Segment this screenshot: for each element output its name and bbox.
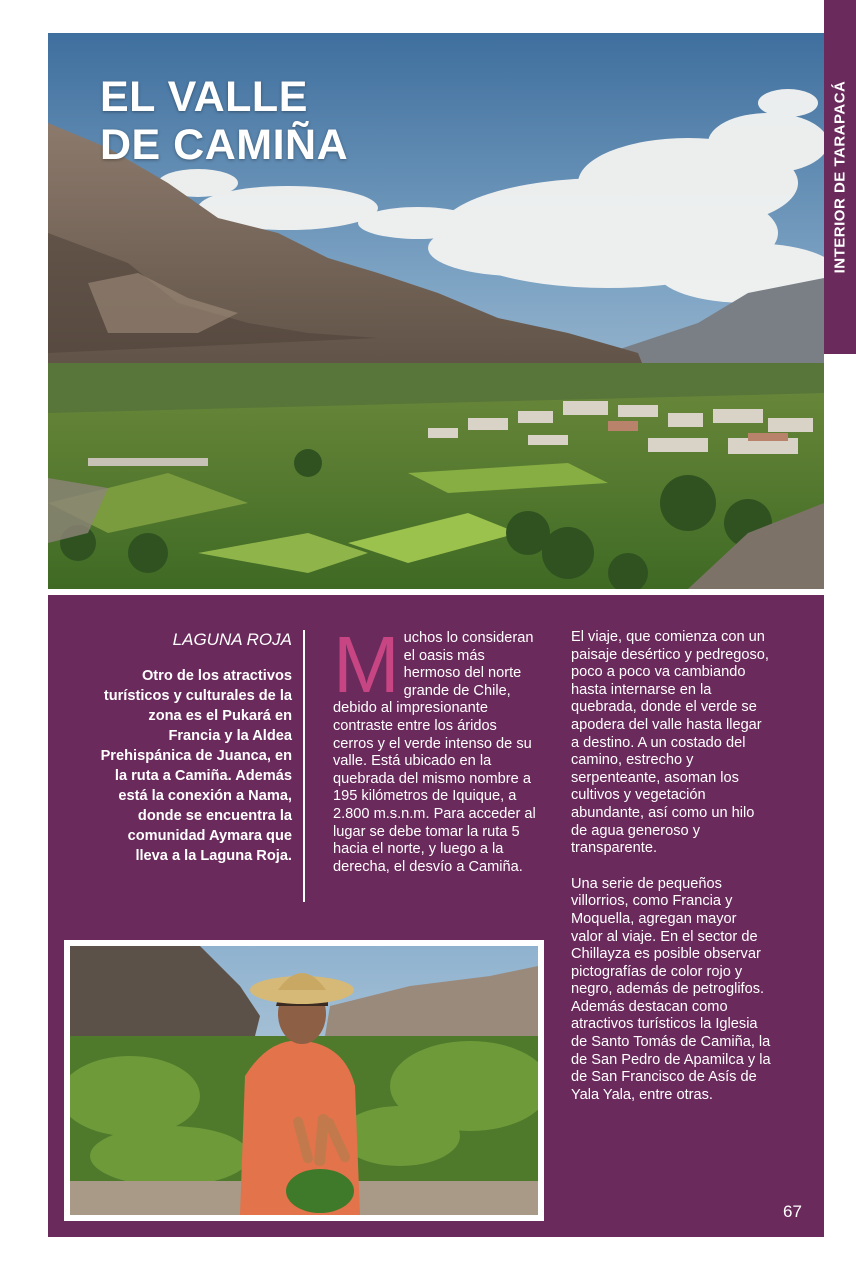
column-divider xyxy=(303,630,305,902)
title-line-2: DE CAMIÑA xyxy=(100,121,349,169)
hero-photo xyxy=(48,33,824,589)
section-tab-label: INTERIOR DE TARAPACÁ xyxy=(831,80,849,274)
article-paragraph-2: El viaje, que comienza con un paisaje desértico y pedregoso, poco a poco va cambiando hasta internarse en la quebrada, donde el verde se apodera del valle hasta llegar a destino. A un costado del camino, estrecho y serpenteante, asoman los cultivos y vegetación abundante, así como un hilo de agua generoso y transparente. xyxy=(571,629,769,857)
section-tab xyxy=(824,0,856,354)
guide-label-regular: de Tarapacá xyxy=(830,1080,844,1151)
farmer-woman-image xyxy=(70,946,538,1215)
sidebar-heading: LAGUNA ROJA xyxy=(172,630,292,649)
guide-label xyxy=(826,1080,848,1230)
article-paragraph-1: uchos lo consideran el oasis más hermoso del norte grande de Chile, debido al impresionante contraste entre los áridos cerros y el verde intenso de su valle. Está ubicado en la quebrada del mismo nombre a 195 kilómetros de Iquique, a 2.800 m.s.n.m. Para acceder al lugar se debe tomar la ruta 5 hacia el norte, y luego a la derecha, el desvío a Camiña. xyxy=(333,630,536,875)
article-column-2 xyxy=(571,629,771,1122)
sidebar-column xyxy=(96,630,292,866)
guide-label-bold: Guía Turística xyxy=(830,1150,844,1230)
page-number: 67 xyxy=(783,1202,802,1221)
dropcap: M xyxy=(333,620,400,709)
page-title xyxy=(100,73,348,169)
article-paragraph-3: Una serie de pequeños villorrios, como Francia y Moquella, agregan mayor valor al viaje. En el sector de Chillayza es posible observar pictografías de color rojo y negro, además de petroglifos. Además destacan como atractivos turísticos la Iglesia de Santo Tomás de Camiña, la de San Pedro de Apamilca y la de San Francisco de Asís de Yala Yala, entre otras. xyxy=(571,875,771,1103)
sidebar-text: Otro de los atractivos turísticos y culturales de la zona es el Pukará en Francia y la Aldea Prehispánica de Juanca, en la ruta a Camiña. Además está la conexión a Nama, donde se encuentra la comunidad Aymara que lleva a la Laguna Roja. xyxy=(100,668,292,864)
inset-photo xyxy=(64,940,544,1221)
article-column-1 xyxy=(333,620,537,876)
title-line-1: EL VALLE xyxy=(100,73,308,121)
